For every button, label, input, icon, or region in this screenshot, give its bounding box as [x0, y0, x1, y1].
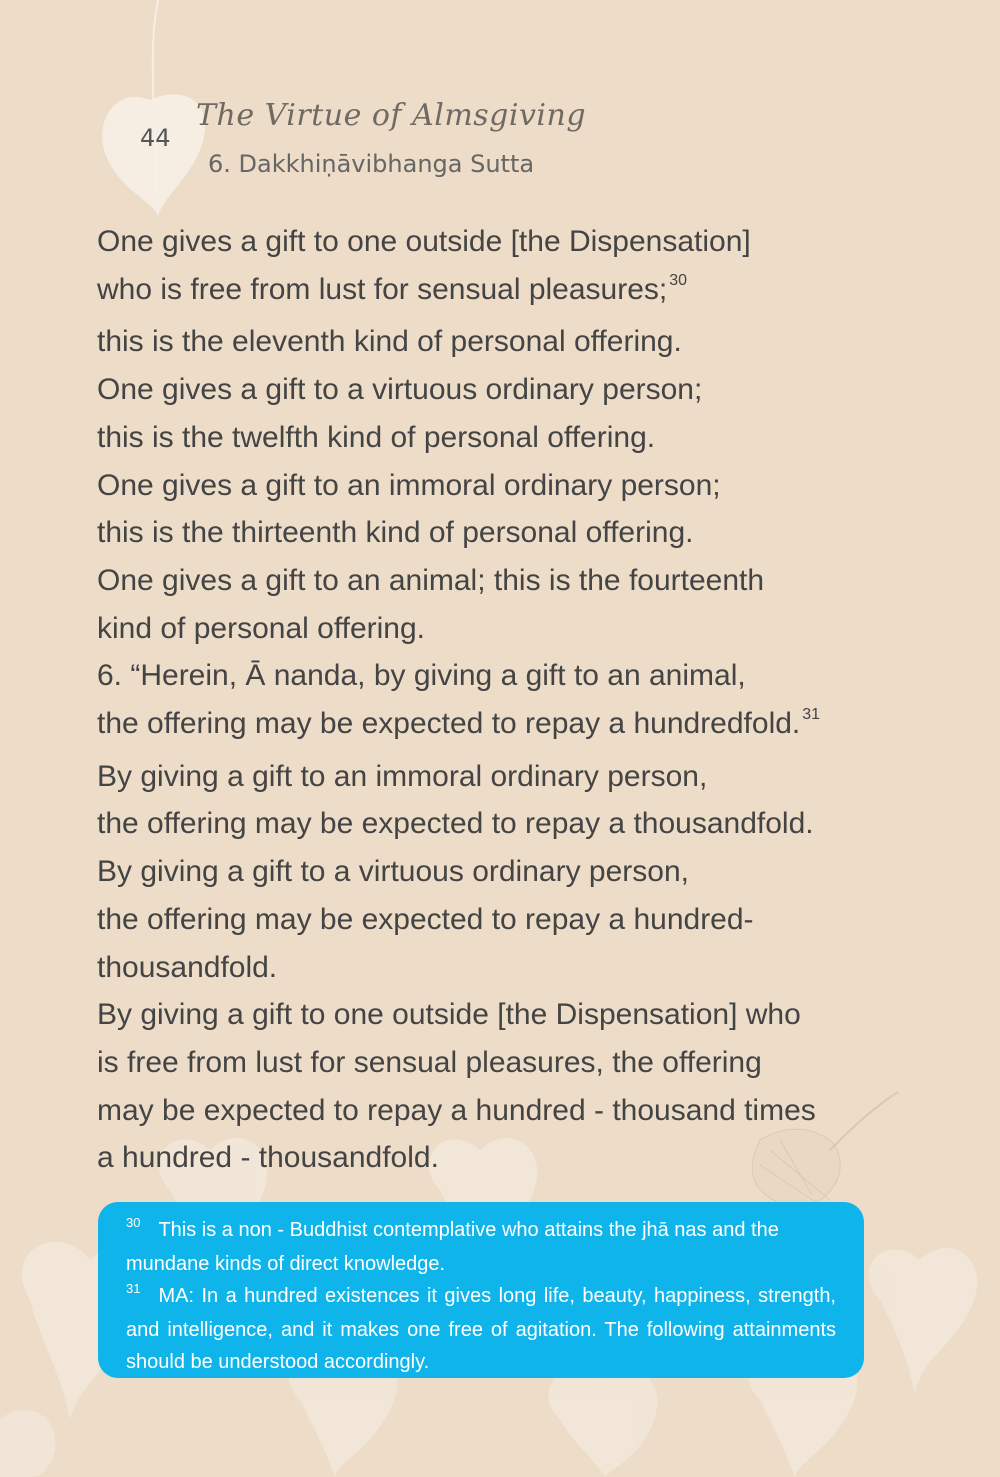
footnote-31 [126, 1280, 836, 1378]
footnote-number: 31 [126, 1281, 141, 1296]
footnote-ref-31[interactable]: 31 [802, 706, 821, 724]
text-line-content: who is free from lust for sensual pleasures; [97, 272, 668, 306]
footnote-ref-30[interactable]: 30 [669, 271, 688, 289]
text-line: One gives a gift to an immoral ordinary person; [97, 468, 721, 502]
footnote-text: This is a non - Buddhist contemplative who attains the jhā nas and the mundane kinds of direct knowledge. [126, 1219, 779, 1275]
text-line: is free from lust for sensual pleasures, the offering [97, 1045, 762, 1079]
text-line: this is the eleventh kind of personal offering. [97, 325, 682, 359]
text-line: this is the twelfth kind of personal offering. [97, 420, 656, 454]
sutta-body-text [97, 218, 897, 1182]
text-line: this is the thirteenth kind of personal offering. [97, 516, 694, 550]
footnote-text: MA: In a hundred existences it gives long life, beauty, happiness, strength, and intelligence, and it makes one free of agitation. The following attainments should be understood accordingly. [126, 1285, 836, 1373]
text-line [97, 266, 897, 319]
book-title: The Virtue of Almsgiving [196, 98, 587, 133]
text-line: a hundred - thousandfold. [97, 1141, 439, 1175]
text-line: the offering may be expected to repay a thousandfold. [97, 807, 814, 841]
chapter-title: 6. Dakkhiṇāvibhanga Sutta [208, 150, 535, 178]
text-line: One gives a gift to one outside [the Dispensation] [97, 225, 751, 258]
text-line: By giving a gift to a virtuous ordinary person, [97, 855, 689, 889]
footnotes-box [98, 1202, 864, 1378]
text-line: thousandfold. [97, 950, 278, 984]
footnote-number: 30 [126, 1215, 141, 1230]
text-line: One gives a gift to a virtuous ordinary person; [97, 373, 703, 407]
text-line: By giving a gift to one outside [the Dispensation] who [97, 998, 801, 1032]
text-line-content: the offering may be expected to repay a hundredfold. [97, 707, 801, 741]
text-line: the offering may be expected to repay a hundred- [97, 902, 754, 936]
text-line: kind of personal offering. [97, 611, 425, 645]
page-number: 44 [140, 124, 171, 152]
text-line: may be expected to repay a hundred - thousand times [97, 1093, 816, 1127]
text-line [97, 700, 897, 753]
footnote-30 [126, 1214, 836, 1280]
text-line: One gives a gift to an animal; this is the fourteenth [97, 563, 765, 597]
text-line: By giving a gift to an immoral ordinary person, [97, 759, 708, 793]
text-line: 6. “Herein, Ā nanda, by giving a gift to an animal, [97, 659, 746, 693]
